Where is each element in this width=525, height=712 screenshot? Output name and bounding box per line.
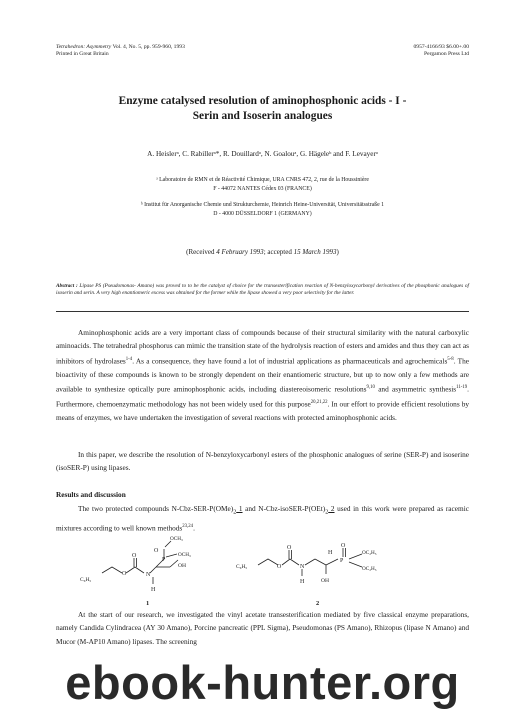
- journal-header: [56, 44, 185, 58]
- compound-label-2: 2: [316, 600, 320, 607]
- ester-oxygen: O: [122, 571, 127, 577]
- abstract-divider: [56, 311, 469, 312]
- author-list: A. Heislerᵃ, C. Rabillerᵃ*, R. Douillardᵃ, N. Goalouᵃ, G. Hägeleᵇ and F. Levayerᵃ: [147, 150, 378, 158]
- methoxy-top: OCH₃: [170, 536, 183, 542]
- affiliation-a-line-2: F - 44072 NANTES Cédex 03 (FRANCE): [213, 185, 312, 192]
- received-dates: (Received 4 February 1993; accepted 15 March 1993): [186, 248, 339, 256]
- methoxy-right: OCH₃: [178, 552, 191, 558]
- phosphorus: P: [340, 558, 344, 564]
- article-code: 0957-4166/93 $6.00+.00: [413, 44, 469, 50]
- phenyl-label: C₆H₅: [236, 564, 248, 570]
- phenyl-label: C₆H₅: [80, 577, 92, 583]
- affiliation-a-line-1: ᵃ Laboratoire de RMN et de Réactivité Chimique, URA CNRS 472, 2, rue de la Houssinière: [156, 177, 369, 183]
- phosphoryl-oxygen: O: [154, 548, 159, 554]
- paragraph-screening: At the start of our research, we investigated the vinyl acetate transesterification mediated by five classical enzyme preparations, namely Candida Cylindracea (AY 30 Amano), Porcine pancreatic (PPL Sigma), Pseudomonas (PS Amano), Rhizopus (lipase N Amano) and Mucor (M-AP10 Amano) lipases. The screening: [56, 610, 469, 646]
- abstract-text: Lipase PS (Pseudomonas- Amano) was proved to to be the catalyst of choice for the transesterification reaction of N-benzyloxycarbonyl derivatives of the phosphonic analogues of isoserin and serin. A very high enantiomeric excess was obtained for the former while the lipase showed a very poor selectivity for the latter.: [56, 283, 469, 297]
- watermark: ebook-hunter.org: [65, 656, 460, 709]
- publisher-header: [413, 44, 469, 58]
- phosphorus: P: [162, 557, 166, 563]
- hydroxyl: OH: [178, 563, 187, 569]
- hydroxyl: OH: [321, 578, 330, 584]
- carbonyl-oxygen: O: [287, 545, 292, 551]
- journal-name: Tetrahedron: Asymmetry: [56, 44, 112, 50]
- ref: 5-8: [447, 356, 454, 362]
- affiliation-a: [40, 176, 485, 193]
- journal-citation: Vol. 4, No. 5, pp. 959-960, 1993: [111, 44, 185, 50]
- abstract-label: Abstract :: [56, 283, 80, 289]
- ref: 9,10: [366, 385, 375, 391]
- ethoxy-bottom: OC₂H₅: [362, 566, 377, 572]
- publisher-name: Pergamon Press Ltd: [424, 51, 469, 57]
- paragraph-scope: In this paper, we describe the resolution of N-benzyloxycarbonyl esters of the phosphonic analogues of serine (SER-P) and isoserine (isoSER-P) using lipases.: [56, 450, 469, 473]
- ref: 1-4: [125, 356, 133, 362]
- ester-oxygen: O: [277, 564, 282, 570]
- affiliation-b-line-2: D - 4000 DÜSSELDORF 1 (GERMANY): [213, 210, 312, 217]
- accepted-date: 15 March 1993: [293, 248, 337, 256]
- compound-label-1: 1: [146, 600, 150, 607]
- nh-hydrogen: H: [151, 587, 156, 593]
- ref: 20,21,22: [310, 399, 328, 405]
- abstract: [56, 283, 469, 297]
- structure-2: [230, 530, 430, 608]
- section-heading: Results and discussion: [56, 490, 126, 499]
- nitrogen: N: [146, 572, 151, 578]
- paragraph-compounds: The two protected compounds $N-Cbz-SER-P(OMe)_2$ 1 and $N-Cbz-isoSER-P(OEt)_2$ 2 used in this work were prepared as racemic mixtures according to well known methods$^{23,24}$.: [56, 504, 469, 533]
- title-line-2: Serin and Isoserin analogues: [192, 110, 333, 122]
- ethoxy-top: OC₂H₅: [362, 550, 377, 556]
- article-title: [40, 94, 485, 124]
- nitrogen: N: [300, 564, 305, 570]
- printed-in: Printed in Great Britain: [56, 51, 109, 57]
- title-line-1: Enzyme catalysed resolution of aminophosphonic acids - I -: [118, 95, 407, 107]
- ref: 11-19: [456, 385, 468, 391]
- affiliation-b-line-1: ᵇ Institut für Anorganische Chemie und Strukturchemie, Heinrich Heine-Universität, Universitätsstraße 1: [140, 202, 385, 208]
- methine-hydrogen: H: [328, 550, 333, 556]
- phosphoryl-oxygen: O: [341, 543, 346, 549]
- structure-1: [80, 530, 220, 608]
- paragraph-intro: Aminophosphonic acids are a very important class of compounds because of their structural similarity with the natural carboxylic aminoacids. The tetrahedral phosphorus can mimic the transition state of the hydrolysis reaction of esters and amides and thus they can act as inhibitors of hydrolases$^{1-4}$. As a consequence, they have found a lot of industrial applications as pharmaceuticals and agrochemicals$^{5-8}$. The bioactivity of these compounds is known to be strongly dependent on their enantiomeric structure, but up to now only a few methods are available to synthesize optically pure aminophosphonic acids, including diastereoisomeric resolutions$^{9,10}$ and asymmetric synthesis$^{11-19}$. Furthermore, chemoenzymatic methodology has not been widely used for this purpose$^{20,21,22}$. In our effort to provide efficient resolutions by means of enzymes, we have undertaken the investigation of several reactions with protected aminophosphonic acids.: [56, 328, 469, 422]
- nh-hydrogen: H: [300, 579, 305, 585]
- affiliation-b: [40, 201, 485, 218]
- carbonyl-oxygen: O: [132, 553, 137, 559]
- received-date: 4 February 1993: [216, 248, 264, 256]
